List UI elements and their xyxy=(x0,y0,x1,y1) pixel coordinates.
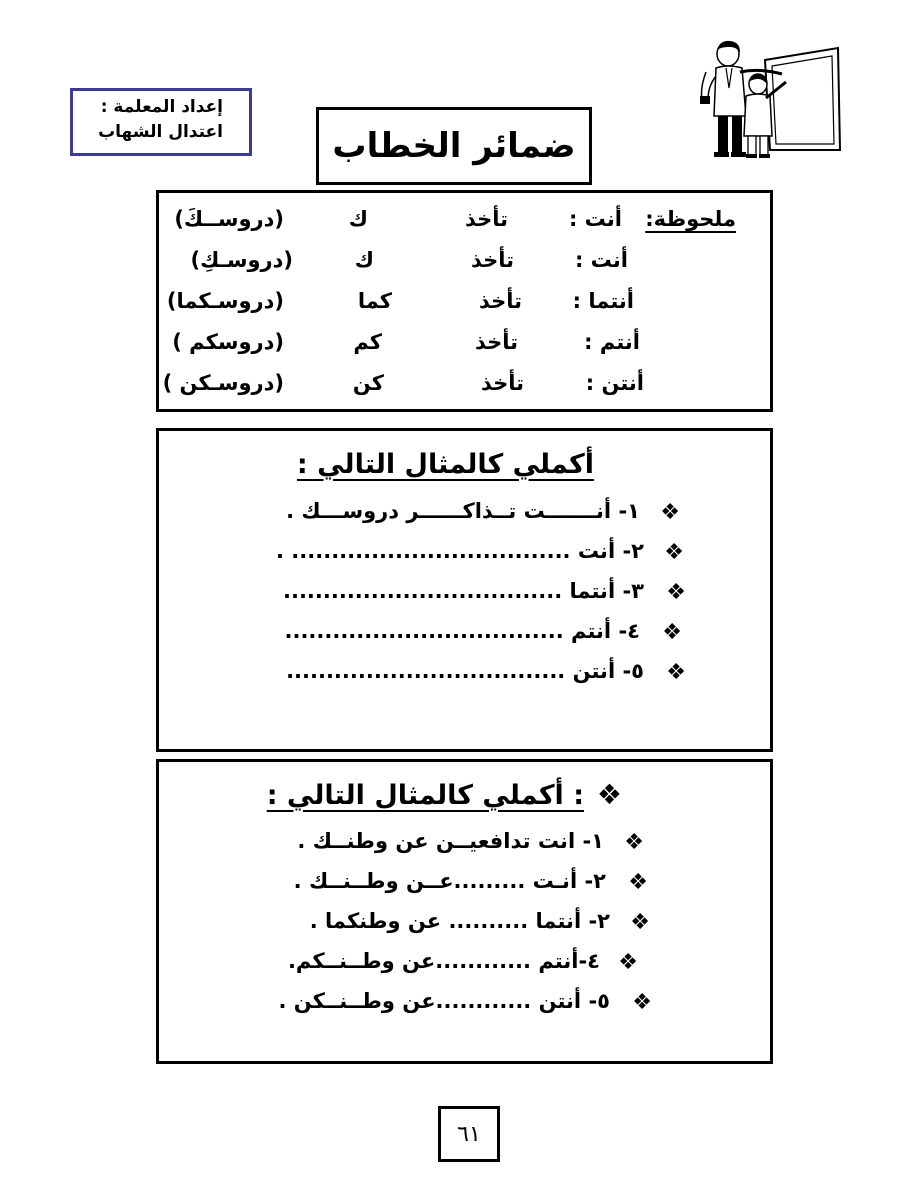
note-row-3-pronoun: أنتما : xyxy=(572,289,634,313)
note-row-5-verb: تأخذ xyxy=(480,371,524,395)
exercise-2-item-1: ١- انت تدافعيــن عن وطنــك . xyxy=(297,829,604,853)
bullet-icon: ❖ xyxy=(664,540,684,565)
note-row-2-example: (دروسـكِ) xyxy=(190,248,293,272)
bullet-icon: ❖ xyxy=(630,910,650,935)
exercise-2-box xyxy=(156,759,773,1064)
bullet-icon: ❖ xyxy=(596,778,622,811)
page-title: ضمائر الخطاب xyxy=(332,126,576,166)
exercise-2-heading: : أكملي كالمثال التالي : xyxy=(266,780,584,811)
exercise-2-item-3: ٢- أنتما .......... عن وطنكما . xyxy=(309,909,610,933)
page-number-box xyxy=(438,1106,500,1162)
note-row-3-suffix: كما xyxy=(357,289,392,313)
note-row-2-verb: تأخذ xyxy=(470,248,514,272)
exercise-1-item-1: ١- أنـــــــت تــذاكــــــر دروســـك . xyxy=(286,499,640,523)
bullet-icon: ❖ xyxy=(660,500,680,525)
exercise-1-item-4: ٤- أنتم ................................... xyxy=(284,619,640,643)
teacher-credit-box xyxy=(70,88,252,156)
note-row-4-verb: تأخذ xyxy=(474,330,518,354)
exercise-1-item-3: ٣- أنتما ................................... xyxy=(283,579,644,603)
exercise-1-heading: أكملي كالمثال التالي : xyxy=(296,449,594,480)
bullet-icon: ❖ xyxy=(662,620,682,645)
note-row-3-verb: تأخذ xyxy=(478,289,522,313)
note-row-1-verb: تأخذ xyxy=(464,207,508,231)
bullet-icon: ❖ xyxy=(632,990,652,1015)
teacher-label: إعداد المعلمة : xyxy=(100,97,223,117)
bullet-icon: ❖ xyxy=(666,660,686,685)
note-row-4-example: (دروسكم ) xyxy=(172,330,284,354)
note-row-2-suffix: ك xyxy=(354,248,374,272)
exercise-2-item-4: ٤-أنتم ............عن وطــنــكم. xyxy=(287,949,600,973)
bullet-icon: ❖ xyxy=(628,870,648,895)
note-row-1-example: (دروســكَ) xyxy=(174,207,284,231)
teacher-illustration xyxy=(690,38,845,163)
exercise-1-item-2: ٢- أنت ................................... . xyxy=(276,539,644,563)
exercise-1-box xyxy=(156,428,773,752)
bullet-icon: ❖ xyxy=(624,830,644,855)
page-number: ٦١ xyxy=(457,1122,481,1147)
exercise-1-item-5: ٥- أنتن ................................... xyxy=(286,659,644,683)
bullet-icon: ❖ xyxy=(666,580,686,605)
title-box xyxy=(316,107,592,185)
note-row-1-suffix: ك xyxy=(348,207,368,231)
note-row-4-pronoun: أنتم : xyxy=(584,330,640,354)
bullet-icon: ❖ xyxy=(618,950,638,975)
note-row-4-suffix: كم xyxy=(353,330,382,354)
note-row-5-suffix: كن xyxy=(352,371,384,395)
note-row-3-example: (دروسـكما) xyxy=(166,289,284,313)
note-row-1-pronoun: أنت : xyxy=(568,207,622,231)
note-row-2-pronoun: أنت : xyxy=(574,248,628,272)
exercise-2-item-2: ٢- أنـت .........عــن وطــنــك . xyxy=(293,869,606,893)
note-row-5-pronoun: أنتن : xyxy=(585,371,644,395)
note-row-5-example: (دروسـكن ) xyxy=(162,371,284,395)
exercise-2-item-5: ٥- أنتن ............عن وطــنــكن . xyxy=(278,989,610,1013)
teacher-name: اعتدال الشهاب xyxy=(98,122,223,142)
note-label: ملحوظة: xyxy=(645,207,736,231)
note-box xyxy=(156,190,773,412)
